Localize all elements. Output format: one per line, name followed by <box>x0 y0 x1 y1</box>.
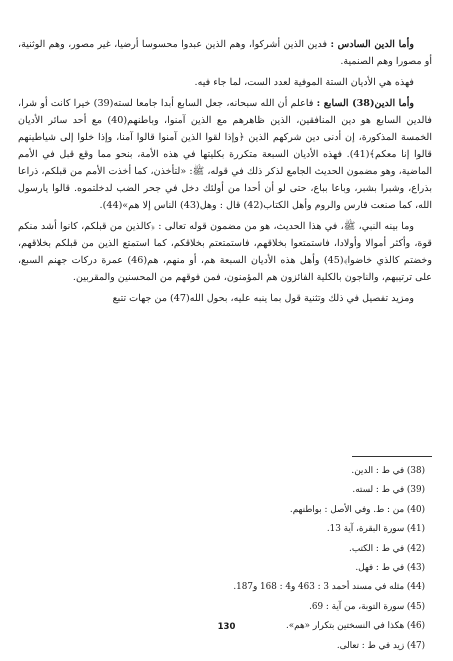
footnote: (38) في ط : الدين. <box>351 466 425 476</box>
footnote: (42) في ط : الكتب. <box>349 543 425 554</box>
footnote-separator <box>352 456 432 457</box>
paragraph-text: ومزيد تفصيل في ذلك وتثنية قول بما ينبه عليه، بحول الله(47) من جهات تتبع <box>112 293 414 304</box>
paragraph-hadith-explanation <box>18 218 432 286</box>
paragraph-seventh-religion <box>18 95 432 214</box>
footnote: (44) مثله في مسند أحمد 3 : 463 و4 : 168 و187. <box>233 582 425 593</box>
paragraph-text: وما بينه النبي، ﷺ، في هذا الحديث، هو من مضمون قوله تعالى : ﴿كالذين من قبلكم، كانوا أشد منكم قوة، وأكثر أموالا وأولادا، فاستمتعوا بخلاقهم، فاستمتعتم بخلاقكم، كما استمتع الذين من قبلكم بخلاقهم، وخضتم كالذي خاضوا﴾(45) وأهل هذه الأديان السبعة هم، أو منهم، هم(46) عمرة دركات جهنم السبع، على ترتيبهم، والناجون بالكلية الفائزون هم المؤمنون، فمن فوقهم من المحسنين والمقربين. <box>18 221 432 283</box>
footnote: (40) من : ط. وفي الأصل : بواطنهم. <box>289 504 425 515</box>
footnote: (39) في ط : لسته. <box>352 485 425 496</box>
paragraph-text: فهذه هي الأديان الستة الموفية لعدد الست، لما جاء فيه. <box>194 77 414 88</box>
footnote: (47) زيد في ط : تعالى. <box>336 640 425 651</box>
paragraph-heading: وأما الدين السادس : <box>330 39 414 50</box>
paragraph-six-religions <box>18 74 432 91</box>
paragraph-heading: وأما الدين(38) السابع : <box>316 98 415 109</box>
paragraph-text: فاعلم أن الله سبحانه، جعل السابع أبدا جامعا لسته(39) خيرا كانت أو شرا، فالدين السابع هو دين المنافقين، الذين ظاهرهم مع الذين آمنوا، وباطنهم(40) مع أحد سائر الأديان الخمسة المذكورة، إن أدنى دين شركهم الذين ﴿وإذا لقوا الذين آمنوا قالوا آمنا، وإذا خلوا إلى شياطينهم قالوا إنا معكم﴾(41). فهذه الأديان السبعة متكررة بكليتها في هذه الأمة، بنحو مما وقع قبل في الأمم الماضية، وهو مضمون الحديث الجامع لذكر ذلك في قوله، ﷺ: «لتأخذن، كما أخذت الأمم من قبلكم، ذراعا بذراع، وشبرا بشبر، وباعا بباع، حتى لو أن أحدا من أولئك دخل في جحر الضب لدخلتموه. قالوا يارسول الله، كما صنعت فارس والروم وأهل الكتاب(42) قال : وهل(43) الناس إلا هم»(44). <box>18 98 433 211</box>
footnote: (45) سورة التوبة، من آية : 69. <box>309 601 425 612</box>
paragraph-further-detail <box>18 290 432 307</box>
paragraph-text: فدين الذين أشركوا، وهم الذين عبدوا محسوسا أرضيا، غير مصور، وهم الوثنية، أو مصورا وهم الصنمية. <box>18 39 432 67</box>
footnote: (43) في ط : فهل. <box>355 563 425 574</box>
paragraph-sixth-religion <box>18 36 432 70</box>
main-text <box>18 36 432 311</box>
footnote: (46) هكذا في النسختين بتكرار «هم». <box>285 621 425 632</box>
footnote: (41) سورة البقرة، آية 13. <box>326 524 425 535</box>
page-number: 130 <box>217 622 236 632</box>
